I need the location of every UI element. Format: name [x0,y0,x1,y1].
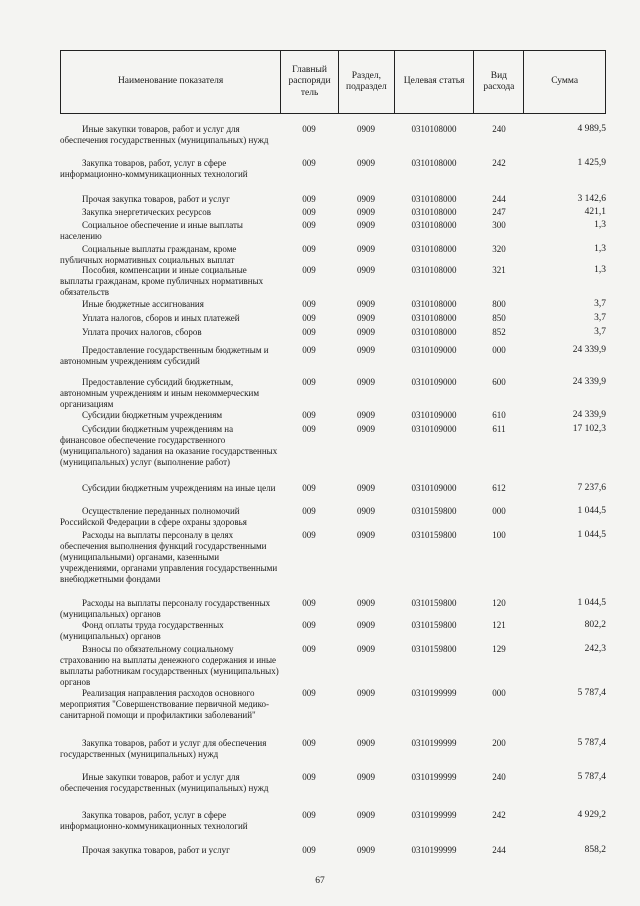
row-glavny: 009 [302,207,316,217]
row-celevaya: 0310109000 [411,410,457,420]
row-glavny: 009 [302,688,316,698]
row-name: Субсидии бюджетным учреждениям на финансовое обеспечение государственного (муниципального) задания на оказание государственных (муниципальных) услуг (выполнение работ) [60,424,278,467]
row-razdel: 0909 [357,299,375,309]
row-name: Социальные выплаты гражданам, кроме публичных нормативных социальных выплат [60,244,237,265]
row-vid: 000 [492,345,506,355]
row-glavny: 009 [302,410,316,420]
row-razdel: 0909 [357,194,375,204]
row-razdel: 0909 [357,424,375,434]
row-name: Закупка товаров, работ, услуг в сфере информационно-коммуникационных технологий [60,810,248,831]
header-summa: Сумма [523,51,605,113]
row-glavny: 009 [302,299,316,309]
row-vid: 100 [492,530,506,540]
row-celevaya: 0310108000 [411,220,457,230]
row-razdel: 0909 [357,845,375,855]
row-razdel: 0909 [357,772,375,782]
row-summa: 1,3 [594,220,606,230]
row-glavny: 009 [302,220,316,230]
row-celevaya: 0310108000 [411,244,457,254]
row-glavny: 009 [302,845,316,855]
row-glavny: 009 [302,598,316,608]
row-summa: 3,7 [594,327,606,337]
row-razdel: 0909 [357,620,375,630]
row-razdel: 0909 [357,220,375,230]
row-glavny: 009 [302,424,316,434]
row-name: Уплата налогов, сборов и иных платежей [82,313,240,323]
row-summa: 1,3 [594,244,606,254]
table-header [60,50,606,114]
row-razdel: 0909 [357,598,375,608]
row-summa: 802,2 [584,620,606,630]
row-glavny: 009 [302,158,316,168]
header-razdel: Раздел, подраздел [338,51,394,113]
row-name: Расходы на выплаты персоналу государственных (муниципальных) органов [60,598,271,619]
row-name: Осуществление переданных полномочий Российской Федерации в сфере охраны здоровья [60,506,247,527]
row-summa: 1 044,5 [577,530,606,540]
row-name: Реализация направления расходов основного мероприятия "Совершенствование первичной медико-санитарной помощи и профилактики заболеваний" [60,688,269,720]
row-razdel: 0909 [357,483,375,493]
row-vid: 200 [492,738,506,748]
row-vid: 000 [492,506,506,516]
row-name: Иные закупки товаров, работ и услуг для обеспечения государственных (муниципальных) нужд [60,772,269,793]
row-summa: 5 787,4 [577,738,606,748]
row-name: Субсидии бюджетным учреждениям [82,410,223,420]
row-celevaya: 0310108000 [411,265,457,275]
row-glavny: 009 [302,244,316,254]
row-celevaya: 0310108000 [411,194,457,204]
page-number: 67 [315,876,325,886]
row-vid: 244 [492,194,506,204]
row-summa: 3 142,6 [577,194,606,204]
row-vid: 129 [492,644,506,654]
row-vid: 850 [492,313,506,323]
row-vid: 121 [492,620,506,630]
row-vid: 600 [492,377,506,387]
row-celevaya: 0310109000 [411,377,457,387]
row-razdel: 0909 [357,327,375,337]
row-celevaya: 0310159800 [411,530,457,540]
row-vid: 120 [492,598,506,608]
row-razdel: 0909 [357,530,375,540]
row-celevaya: 0310108000 [411,207,457,217]
row-glavny: 009 [302,313,316,323]
row-razdel: 0909 [357,345,375,355]
row-glavny: 009 [302,194,316,204]
row-summa: 24 339,9 [572,410,606,420]
row-summa: 3,7 [594,299,606,309]
row-name: Пособия, компенсации и иные социальные выплаты гражданам, кроме публичных нормативных обязательств [60,265,264,297]
row-glavny: 009 [302,265,316,275]
row-celevaya: 0310108000 [411,299,457,309]
row-glavny: 009 [302,620,316,630]
row-celevaya: 0310159800 [411,620,457,630]
row-razdel: 0909 [357,688,375,698]
row-summa: 1,3 [594,265,606,275]
row-razdel: 0909 [357,506,375,516]
row-glavny: 009 [302,738,316,748]
row-name: Расходы на выплаты персоналу в целях обеспечения выполнения функций государственными (муниципальными) органами, казенными учреждениями, органами управления государственными внебюджетными фондами [60,530,278,584]
row-glavny: 009 [302,772,316,782]
row-summa: 24 339,9 [572,377,606,387]
row-celevaya: 0310109000 [411,483,457,493]
row-summa: 5 787,4 [577,772,606,782]
row-vid: 300 [492,220,506,230]
row-celevaya: 0310199999 [411,845,457,855]
row-celevaya: 0310108000 [411,327,457,337]
row-celevaya: 0310199999 [411,738,457,748]
row-summa: 17 102,3 [572,424,606,434]
row-summa: 7 237,6 [577,483,606,493]
row-summa: 1 044,5 [577,506,606,516]
header-vid: Вид расхода [473,51,523,113]
row-vid: 852 [492,327,506,337]
row-glavny: 009 [302,124,316,134]
row-name: Уплата прочих налогов, сборов [82,327,202,337]
row-celevaya: 0310159800 [411,506,457,516]
row-vid: 611 [492,424,506,434]
row-name: Предоставление субсидий бюджетным, автономным учреждениям и иным некоммерческим организациям [60,377,260,409]
row-razdel: 0909 [357,313,375,323]
row-summa: 242,3 [584,644,606,654]
row-glavny: 009 [302,810,316,820]
row-name: Фонд оплаты труда государственных (муниципальных) органов [60,620,224,641]
row-razdel: 0909 [357,124,375,134]
row-razdel: 0909 [357,738,375,748]
header-celevaya: Целевая статья [394,51,474,113]
row-razdel: 0909 [357,244,375,254]
row-razdel: 0909 [357,377,375,387]
row-name: Субсидии бюджетным учреждениям на иные цели [82,483,276,493]
row-name: Предоставление государственным бюджетным и автономным учреждениям субсидий [60,345,269,366]
row-glavny: 009 [302,506,316,516]
row-vid: 247 [492,207,506,217]
row-vid: 610 [492,410,506,420]
row-celevaya: 0310199999 [411,688,457,698]
row-glavny: 009 [302,530,316,540]
row-name: Закупка товаров, работ, услуг в сфере информационно-коммуникационных технологий [60,158,248,179]
row-summa: 858,2 [584,845,606,855]
row-celevaya: 0310108000 [411,313,457,323]
row-vid: 320 [492,244,506,254]
header-glavny: Главный распоряди тель [280,51,338,113]
row-vid: 000 [492,688,506,698]
row-razdel: 0909 [357,207,375,217]
row-vid: 242 [492,158,506,168]
row-summa: 421,1 [584,207,606,217]
row-glavny: 009 [302,377,316,387]
row-razdel: 0909 [357,644,375,654]
row-vid: 242 [492,810,506,820]
row-celevaya: 0310109000 [411,345,457,355]
row-razdel: 0909 [357,265,375,275]
row-summa: 1 425,9 [577,158,606,168]
row-razdel: 0909 [357,810,375,820]
row-summa: 4 989,5 [577,124,606,134]
row-razdel: 0909 [357,158,375,168]
row-celevaya: 0310159800 [411,598,457,608]
row-name: Иные закупки товаров, работ и услуг для обеспечения государственных (муниципальных) нужд [60,124,269,145]
row-name: Прочая закупка товаров, работ и услуг [82,194,230,204]
row-name: Социальное обеспечение и иные выплаты населению [60,220,243,241]
row-vid: 240 [492,772,506,782]
row-glavny: 009 [302,345,316,355]
row-glavny: 009 [302,327,316,337]
row-vid: 800 [492,299,506,309]
row-celevaya: 0310199999 [411,810,457,820]
row-glavny: 009 [302,483,316,493]
row-name: Закупка энергетических ресурсов [82,207,212,217]
row-name: Прочая закупка товаров, работ и услуг [82,845,230,855]
row-summa: 3,7 [594,313,606,323]
row-celevaya: 0310109000 [411,424,457,434]
row-summa: 4 929,2 [577,810,606,820]
row-name: Взносы по обязательному социальному страхованию на выплаты денежного содержания и иные выплаты работникам государственных (муниципальных) органов [60,644,279,687]
row-razdel: 0909 [357,410,375,420]
row-celevaya: 0310108000 [411,158,457,168]
row-summa: 24 339,9 [572,345,606,355]
row-celevaya: 0310108000 [411,124,457,134]
row-vid: 240 [492,124,506,134]
row-vid: 612 [492,483,506,493]
row-glavny: 009 [302,644,316,654]
row-name: Иные бюджетные ассигнования [82,299,204,309]
row-vid: 244 [492,845,506,855]
row-vid: 321 [492,265,506,275]
row-celevaya: 0310199999 [411,772,457,782]
header-name: Наименование показателя [117,76,224,87]
row-name: Закупка товаров, работ и услуг для обеспечения государственных (муниципальных) нужд [60,738,267,759]
row-summa: 1 044,5 [577,598,606,608]
row-summa: 5 787,4 [577,688,606,698]
row-celevaya: 0310159800 [411,644,457,654]
